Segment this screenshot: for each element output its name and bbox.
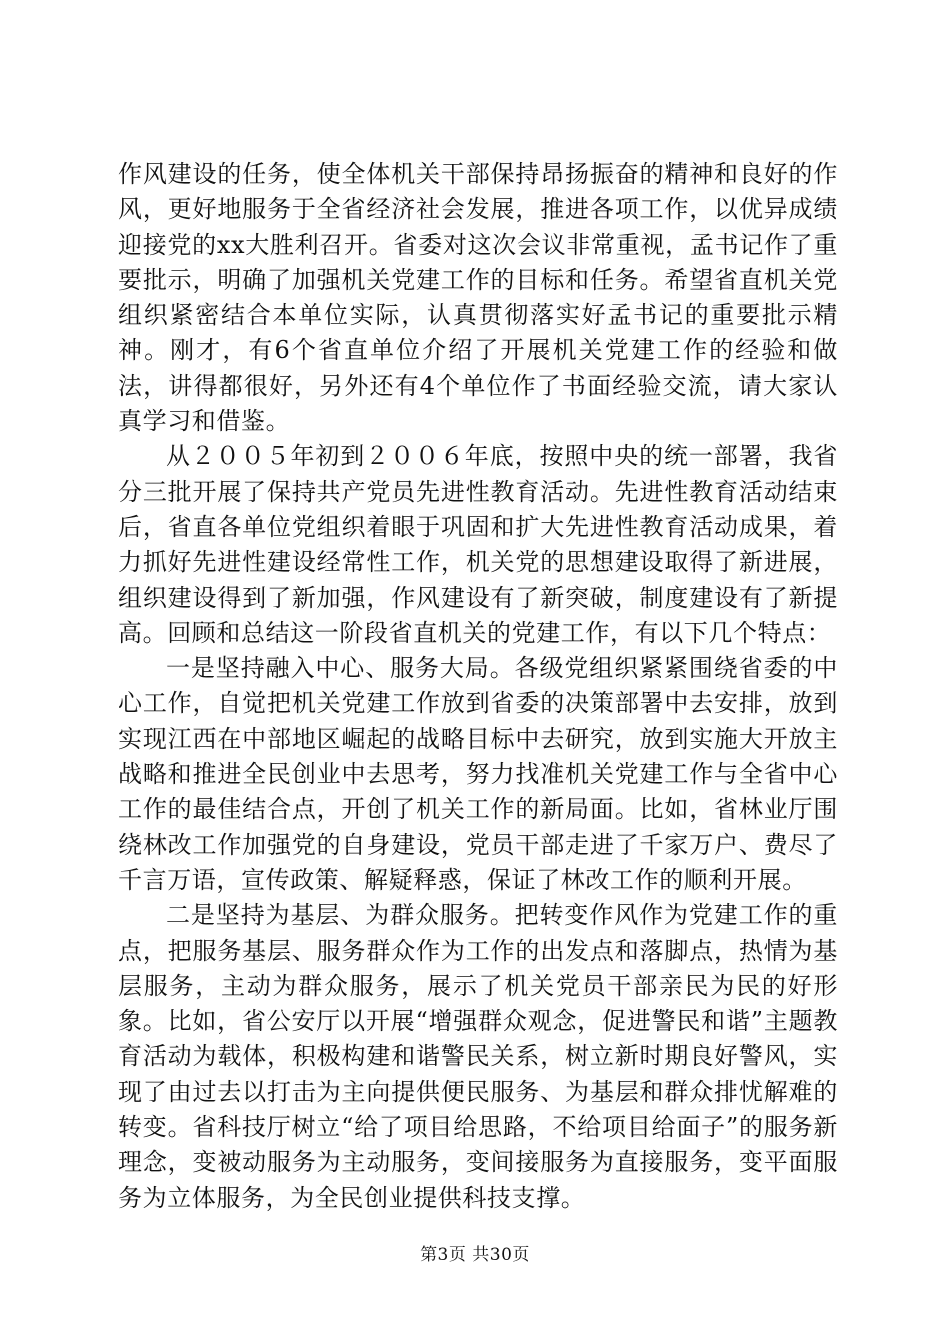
- paragraph-advanced-education: 从２００５年初到２００６年底，按照中央的统一部署，我省分三批开展了保持共产党员先进性教育活动。先进性教育活动结束后，省直各单位党组织着眼于巩固和扩大先进性教育活动成果，着力抓好先进性建设经常性工作，机关党的思想建设取得了新进展，组织建设得到了新加强，作风建设有了新突破，制度建设有了新提高。回顾和总结这一阶段省直机关的党建工作，有以下几个特点：: [118, 442, 838, 647]
- paragraph-point-two: 二是坚持为基层、为群众服务。把转变作风作为党建工作的重点，把服务基层、服务群众作为工作的出发点和落脚点，热情为基层服务，主动为群众服务，展示了机关党员干部亲民为民的好形象。比如，省公安厅以开展“增强群众观念，促进警民和谐”主题教育活动为载体，积极构建和谐警民关系，树立新时期良好警风，实现了由过去以打击为主向提供便民服务、为基层和群众排忧解难的转变。省科技厅树立“给了项目给思路，不给项目给面子”的服务新理念，变被动服务为主动服务，变间接服务为直接服务，变平面服务为立体服务，为全民创业提供科技支撑。: [118, 901, 838, 1212]
- document-body: [118, 157, 838, 1216]
- page-number-footer: 第3页 共30页: [420, 1245, 530, 1265]
- paragraph-point-one: 一是坚持融入中心、服务大局。各级党组织紧紧围绕省委的中心工作，自觉把机关党建工作放到省委的决策部署中去安排，放到实现江西在中部地区崛起的战略目标中去研究，放到实施大开放主战略和推进全民创业中去思考，努力找准机关党建工作与全省中心工作的最佳结合点，开创了机关工作的新局面。比如，省林业厅围绕林改工作加强党的自身建设，党员干部走进了千家万户、费尽了千言万语，宣传政策、解疑释惑，保证了林改工作的顺利开展。: [118, 654, 838, 894]
- paragraph-continuation: 作风建设的任务，使全体机关干部保持昂扬振奋的精神和良好的作风，更好地服务于全省经济社会发展，推进各项工作，以优异成绩迎接党的xx大胜利召开。省委对这次会议非常重视，孟书记作了重要批示，明确了加强机关党建工作的目标和任务。希望省直机关党组织紧密结合本单位实际，认真贯彻落实好孟书记的重要批示精神。刚才，有6个省直单位介绍了开展机关党建工作的经验和做法，讲得都很好，另外还有4个单位作了书面经验交流，请大家认真学习和借鉴。: [118, 160, 838, 436]
